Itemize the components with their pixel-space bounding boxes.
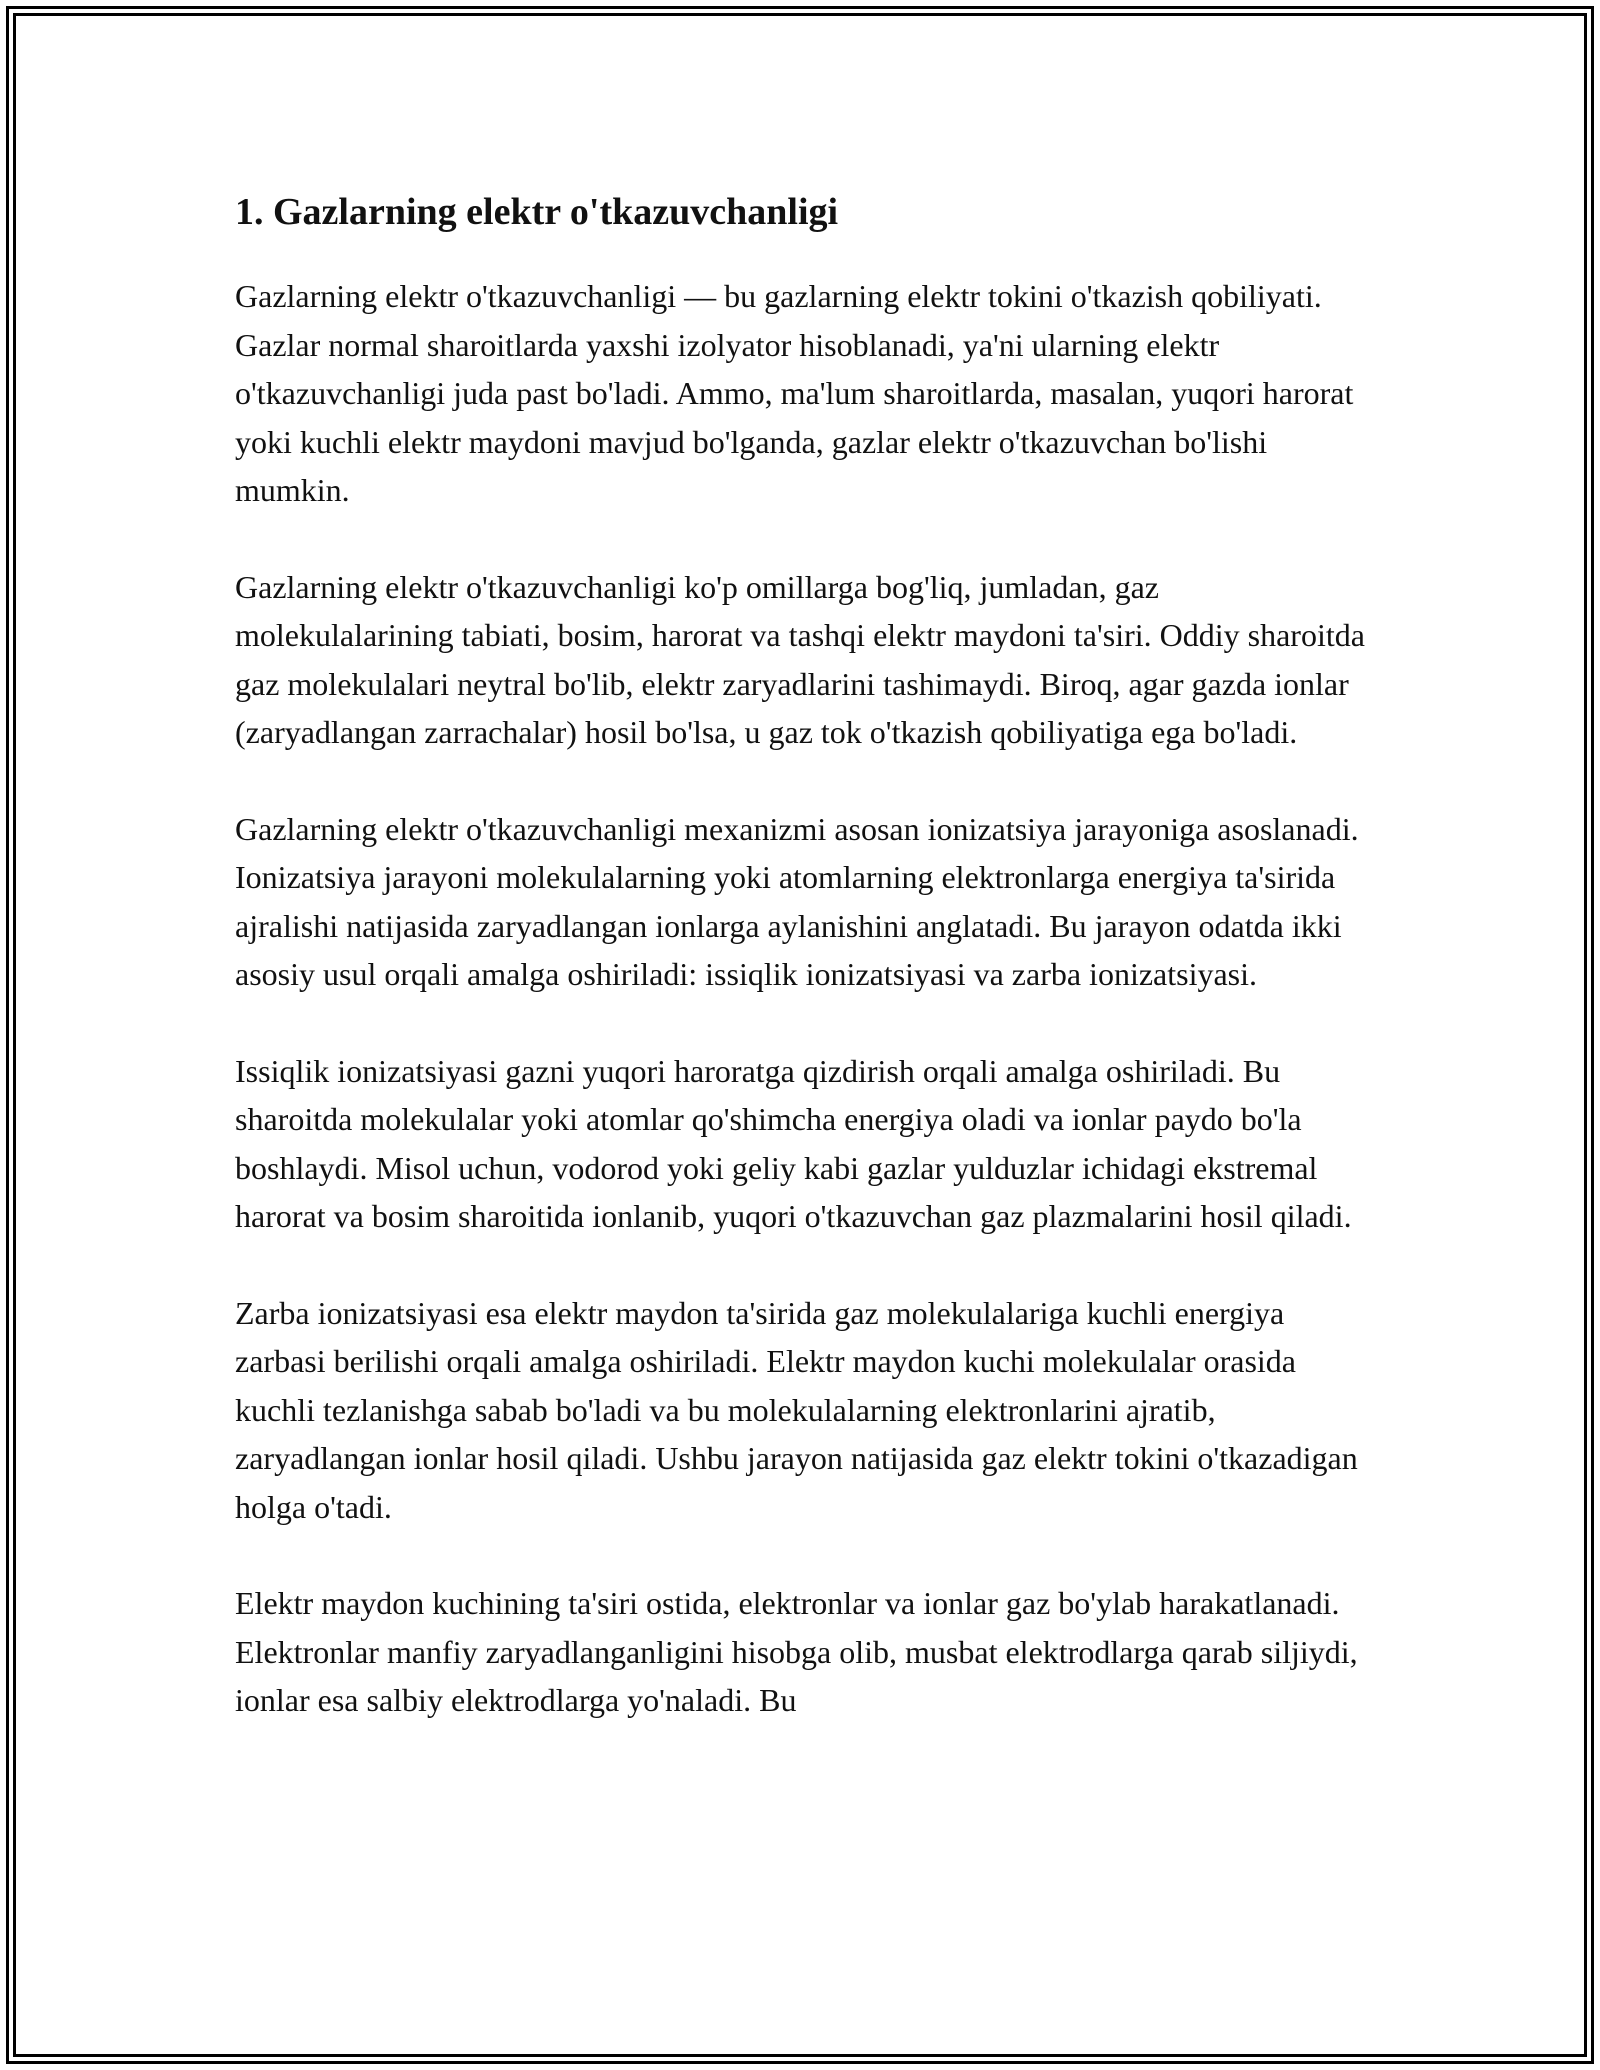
paragraph-2: Gazlarning elektr o'tkazuvchanligi ko'p omillarga bog'liq, jumladan, gaz molekulalarining tabiati, bosim, harorat va tashqi elektr maydoni ta'siri. Oddiy sharoitda gaz molekulalari neytral bo'lib, elektr zaryadlarini tashimaydi. Biroq, agar gazda ionlar (zaryadlangan zarrachalar) hosil bo'lsa, u gaz tok o'tkazish qobiliyatiga ega bo'ladi. <box>235 568 1365 750</box>
paragraph-5: Zarba ionizatsiyasi esa elektr maydon ta'sirida gaz molekulalariga kuchli energiya zarbasi berilishi orqali amalga oshiriladi. Elektr maydon kuchi molekulalar orasida kuchli tezlanishga sabab bo'ladi va bu molekulalarning elektronlarini ajratib, zaryadlangan ionlar hosil qiladi. Ushbu jarayon natijasida gaz elektr tokini o'tkazadigan holga o'tadi. <box>235 1294 1358 1525</box>
paragraph-3: Gazlarning elektr o'tkazuvchanligi mexanizmi asosan ionizatsiya jarayoniga asoslanadi. Ionizatsiya jarayoni molekulalarning yoki atomlarning elektronlarga energiya ta'sirida ajralishi natijasida zaryadlangan ionlarga aylanishini anglatadi. Bu jarayon odatda ikki asosiy usul orqali amalga oshiriladi: issiqlik ionizatsiyasi va zarba ionizatsiyasi. <box>235 810 1359 992</box>
paragraph-6: Elektr maydon kuchining ta'siri ostida, elektronlar va ionlar gaz bo'ylab harakatlanadi. Elektronlar manfiy zaryadlanganligini hisobga olib, musbat elektrodlarga qarab siljiydi, ionlar esa salbiy elektrodlarga yo'naladi. Bu <box>235 1585 1358 1718</box>
document-body <box>235 186 1375 1773</box>
paragraph-1: Gazlarning elektr o'tkazuvchanligi — bu gazlarning elektr tokini o'tkazish qobiliyati. Gazlar normal sharoitlarda yaxshi izolyator hisoblanadi, ya'ni ularning elektr o'tkazuvchanligi juda past bo'ladi. Ammo, ma'lum sharoitlarda, masalan, yuqori harorat yoki kuchli elektr maydoni mavjud bo'lganda, gazlar elektr o'tkazuvchan bo'lishi mumkin. <box>235 278 1354 508</box>
paragraph-4: Issiqlik ionizatsiyasi gazni yuqori haroratga qizdirish orqali amalga oshiriladi. Bu sharoitda molekulalar yoki atomlar qo'shimcha energiya oladi va ionlar paydo bo'la boshlaydi. Misol uchun, vodorod yoki geliy kabi gazlar yulduzlar ichidagi ekstremal harorat va bosim sharoitida ionlanib, yuqori o'tkazuvchan gaz plazmalarini hosil qiladi. <box>235 1052 1352 1234</box>
section-heading: 1. Gazlarning elektr o'tkazuvchanligi <box>235 191 839 233</box>
